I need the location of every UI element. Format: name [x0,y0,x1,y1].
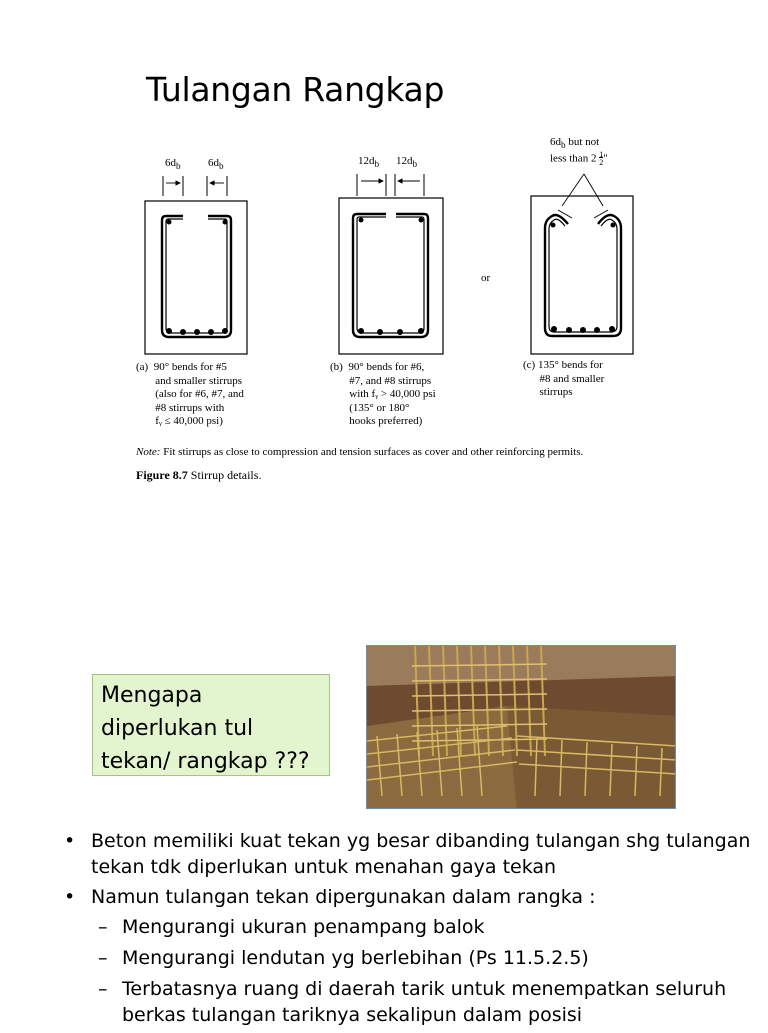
stirrup-c [531,174,633,354]
sub-list-item: – Terbatasnya ruang di daerah tarik untuk menempatkan seluruh berkas tulangan tariknya sekalipun dalam posisi [98,978,727,1026]
list-item: • Beton memiliki kuat tekan yg besar dibanding tulangan shg tulangan tekan tdk diperlukan untuk menahan gaya tekan [64,830,751,878]
or-label: or [481,272,491,284]
sub-list-item: – Mengurangi ukuran penampang balok [98,916,485,938]
question-callout [92,674,330,776]
caption-a: (a) 90° bends for #5 and smaller stirrups (also for #6, #7, and #8 stirrups with fᵧ ≤ 40,000 psi) [136,361,244,427]
dim-a-left: $6d_b$ [165,157,181,172]
stirrup-figure [128,130,648,490]
bullet-icon: • [64,830,76,852]
stirrup-a [145,176,247,354]
bullet-list [64,828,764,1033]
caption-b: (b) 90° bends for #6, #7, and #8 stirrups with fᵧ > 40,000 psi (135° or 180° hooks preferred) [330,361,436,427]
sub-list-item: – Mengurangi lendutan yg berlebihan (Ps 11.5.2.5) [98,947,589,969]
dim-b-left: $12d_b$ [358,155,380,170]
callout-line: tekan/ rangkap ??? [101,749,310,774]
caption-c: (c) 135° bends for #8 and smaller stirrups [523,359,605,398]
rebar-photo-illustration [367,646,676,809]
page-title: Tulangan Rangkap [146,70,445,109]
dash-icon: – [98,916,108,938]
rebar-photo [366,645,676,809]
stirrup-b [339,174,443,354]
dim-a-right: $6d_b$ [208,157,224,172]
figure-caption: Figure 8.7 Stirrup details. [136,468,262,482]
list-item: • Namun tulangan tekan dipergunakan dalam rangka : [64,886,596,908]
dash-icon: – [98,947,108,969]
bullet-icon: • [64,886,76,908]
dim-b-right: $12d_b$ [396,155,418,170]
figure-note: Note: Fit stirrups as close to compression and tension surfaces as cover and other reinforcing permits. [136,446,584,458]
callout-line: diperlukan tul [101,716,254,741]
callout-line: Mengapa [101,683,203,708]
dim-c-label: $6d_b$ but not less than $2 \frac{1}{2}$" [550,136,608,168]
dash-icon: – [98,978,108,1000]
